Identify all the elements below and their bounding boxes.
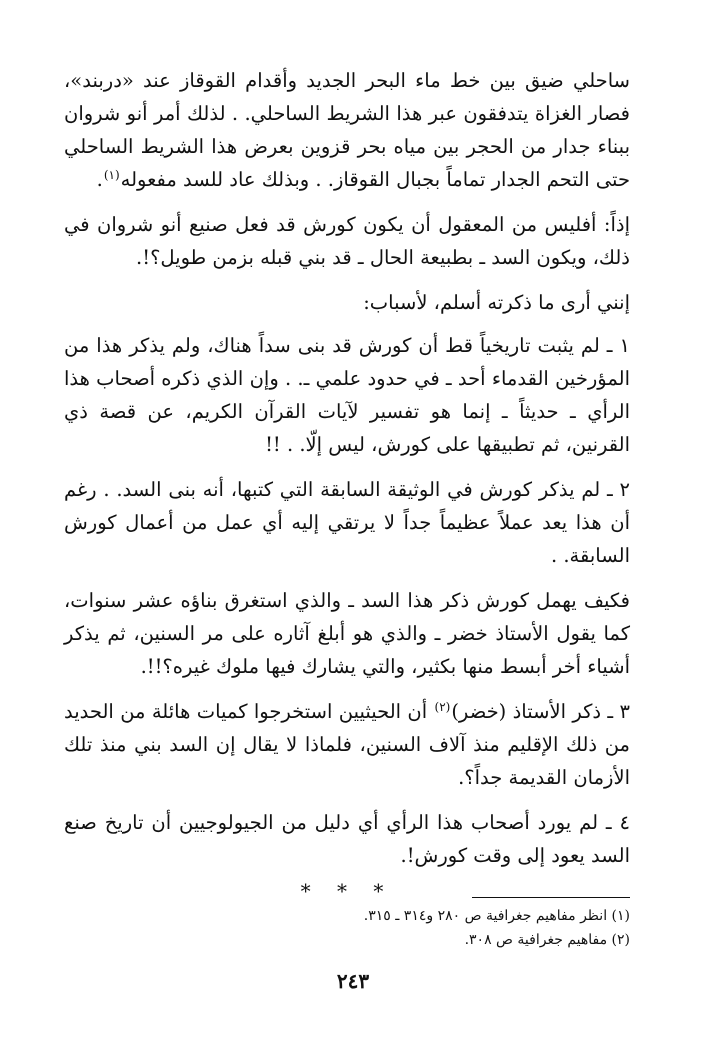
footnotes (64, 904, 630, 952)
paragraph-7-tail: أن الحيثيين استخرجوا كميات هائلة من الحديد من ذلك الإقليم منذ آلاف السنين، فلماذا لا يقال إن السد بني منذ تلك الأزمان القديمة جداً؟. (64, 700, 630, 789)
paragraph-6: فكيف يهمل كورش ذكر هذا السد ـ والذي استغرق بناؤه عشر سنوات، كما يقول الأستاذ خضر ـ والذي هو أبلغ آثاره على مر السنين، ثم يذكر أشياء أخر أبسط منها بكثير، والتي يشارك فيها ملوك غيره؟!!. (64, 589, 630, 678)
paragraph-1-tail: . (96, 168, 103, 191)
paragraph-7 (64, 695, 630, 794)
paragraph-1 (64, 64, 630, 196)
paragraph-5: ٢ ـ لم يذكر كورش في الوثيقة السابقة التي كتبها، أنه بنى السد. . رغم أن هذا يعد عملاً عظيماً جداً لا يرتقي إليه أي عمل من أعمال كورش السابقة. . (64, 478, 630, 567)
paragraph-8: ٤ ـ لم يورد أصحاب هذا الرأي أي دليل من الجيولوجيين أن تاريخ صنع السد يعود إلى وقت كورش!. (64, 811, 630, 867)
paragraph-2: إذاً: أفليس من المعقول أن يكون كورش قد فعل صنيع أنو شروان في ذلك، ويكون السد ـ بطبيعة الحال ـ قد بني قبله بزمن طويل؟!. (64, 213, 630, 269)
footnote-1: (١) انظر مفاهيم جغرافية ص ٢٨٠ و٣١٤ ـ ٣١٥. (363, 908, 630, 924)
section-separator: * * * (300, 879, 394, 903)
paragraph-7-text: ٣ ـ ذكر الأستاذ (خضر) (451, 700, 630, 723)
footnote-2: (٢) مفاهيم جغرافية ص ٣٠٨. (464, 932, 630, 948)
footnote-ref-2[interactable]: (٢) (434, 699, 451, 714)
footnote-ref-1[interactable]: (١) (103, 167, 120, 182)
footnote-divider (472, 897, 630, 898)
paragraph-4: ١ ـ لم يثبت تاريخياً قط أن كورش قد بنى سداً هناك، ولم يذكر هذا من المؤرخين القدماء أحد ـ في حدود علمي ـ. . وإن الذي ذكره أصحاب هذا الرأي ـ حديثاً ـ إنما هو تفسير لآيات القرآن الكريم، عن قصة ذي القرنين، ثم تطبيقها على كورش، ليس إلّا. . !! (64, 334, 630, 456)
paragraph-1-text: ساحلي ضيق بين خط ماء البحر الجديد وأقدام القوقاز عند «دربند»، فصار الغزاة يتدفقون عبر هذا الشريط الساحلي. . لذلك أمر أنو شروان ببناء جدار من الحجر بين مياه بحر قزوين بعرض هذا الشريط الساحلي حتى التحم الجدار تماماً بجبال القوقاز. . وبذلك عاد للسد مفعوله (64, 69, 630, 191)
page-number: ٢٤٣ (336, 969, 370, 993)
body-text (64, 64, 630, 904)
paragraph-3: إنني أرى ما ذكرته أسلم، لأسباب: (363, 291, 630, 314)
